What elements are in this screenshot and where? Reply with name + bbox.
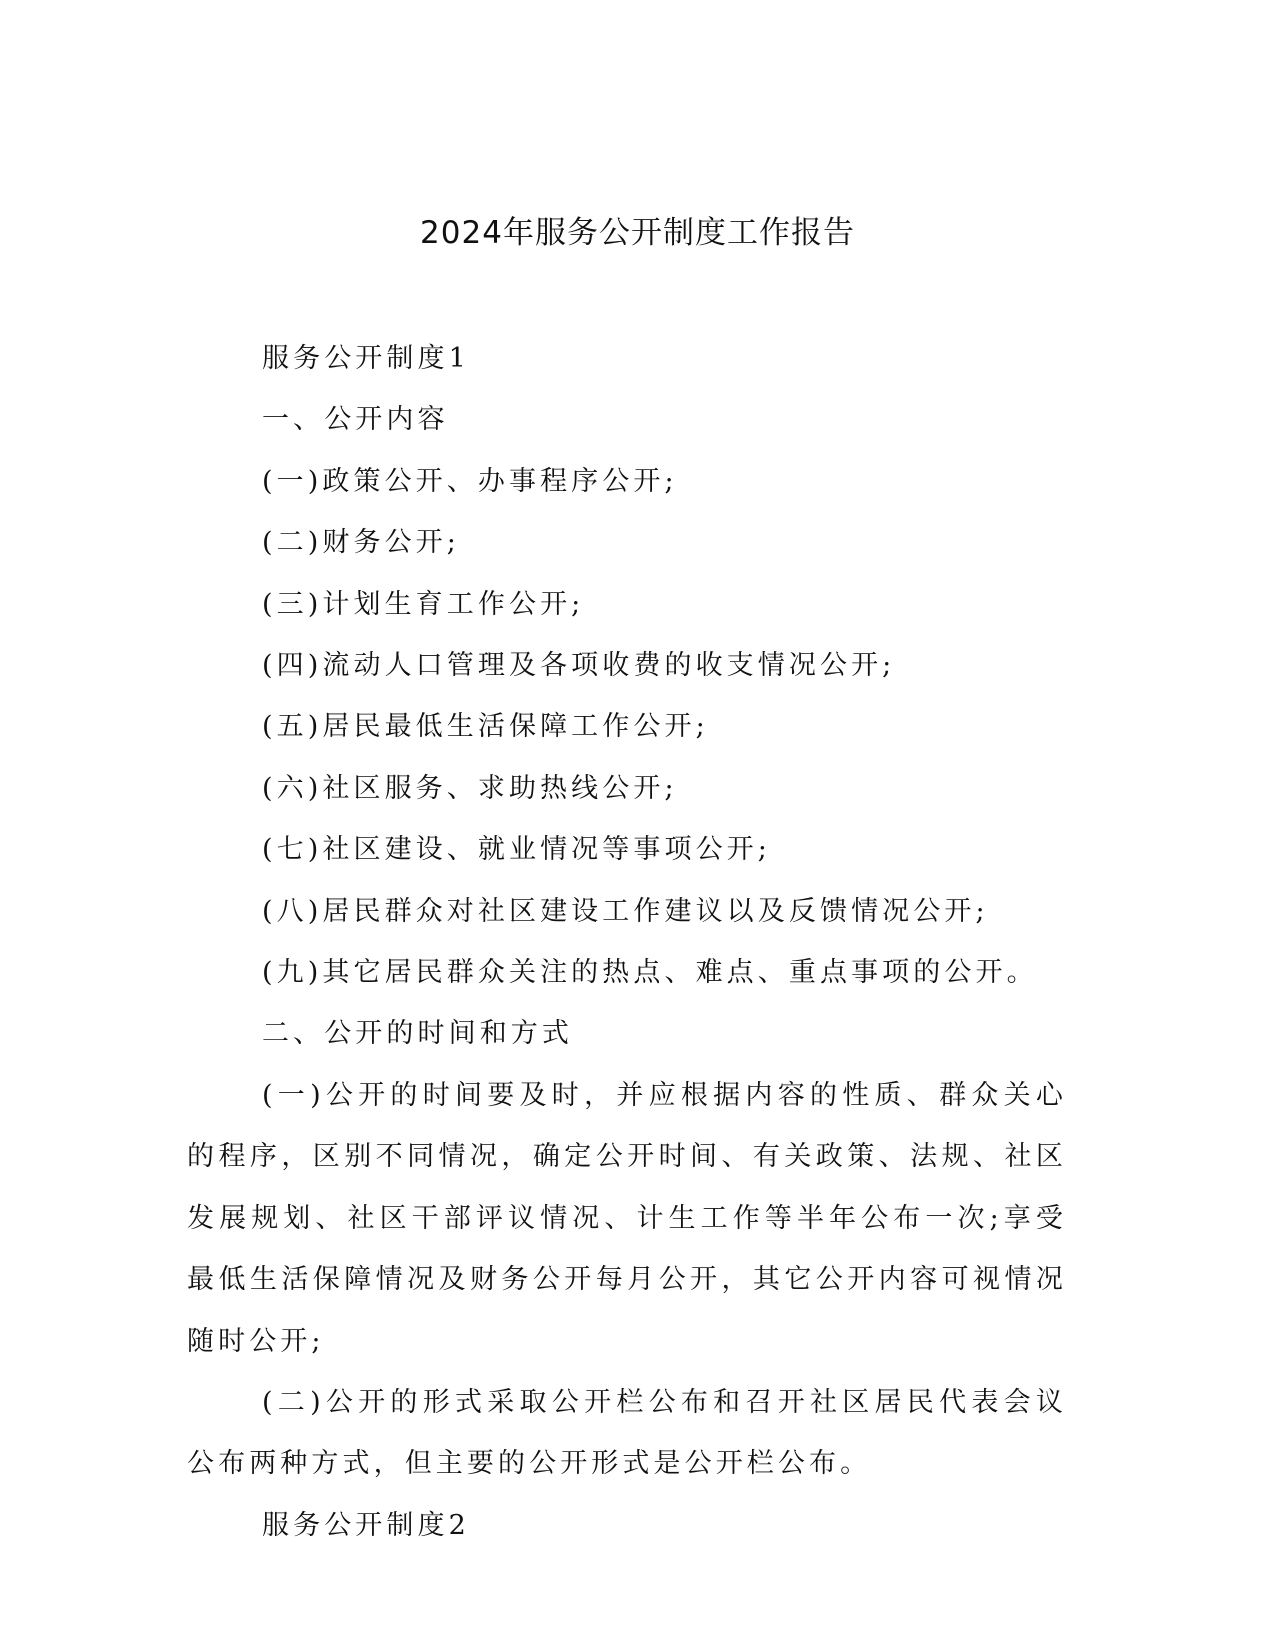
subsection-heading: 一、公开内容 bbox=[262, 404, 449, 436]
list-item: (九)其它居民群众关注的热点、难点、重点事项的公开。 bbox=[262, 957, 1038, 989]
body-paragraph: (二)公开的形式采取公开栏公布和召开社区居民代表会议公布两种方式，但主要的公开形式是公开栏公布。 bbox=[187, 1386, 1067, 1480]
list-item: (七)社区建设、就业情况等事项公开; bbox=[262, 834, 771, 866]
list-item: (四)流动人口管理及各项收费的收支情况公开; bbox=[262, 650, 896, 682]
list-item: (二)财务公开; bbox=[262, 527, 460, 559]
section-heading: 服务公开制度1 bbox=[262, 343, 470, 374]
list-item: (六)社区服务、求助热线公开; bbox=[262, 772, 678, 804]
body-paragraph: (一)公开的时间要及时，并应根据内容的性质、群众关心的程序，区别不同情况，确定公开时间、有关政策、法规、社区发展规划、社区干部评议情况、计生工作等半年公布一次;享受最低生活保障情况及财务公开每月公开，其它公开内容可视情况随时公开; bbox=[187, 1079, 1067, 1357]
list-item: (八)居民群众对社区建设工作建议以及反馈情况公开; bbox=[262, 895, 989, 927]
section-heading: 服务公开制度2 bbox=[262, 1509, 470, 1541]
document-body bbox=[187, 328, 1067, 1556]
list-item: (三)计划生育工作公开; bbox=[262, 588, 585, 620]
document-title: 2024年服务公开制度工作报告 bbox=[420, 215, 855, 251]
list-item: (五)居民最低生活保障工作公开; bbox=[262, 711, 709, 743]
list-item: (一)政策公开、办事程序公开; bbox=[262, 465, 678, 497]
subsection-heading: 二、公开的时间和方式 bbox=[262, 1018, 573, 1050]
